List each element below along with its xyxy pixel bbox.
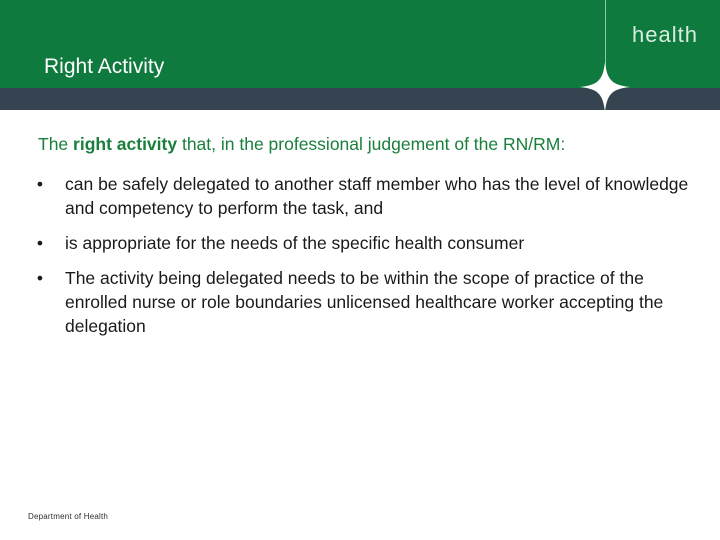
lead-prefix: The bbox=[38, 134, 74, 154]
bullet-text: can be safely delegated to another staff member who has the level of knowledge and competency to perform the task, and bbox=[65, 174, 689, 218]
footer-logo-text: Department of Health bbox=[28, 512, 109, 521]
bullet-marker: • bbox=[36, 174, 44, 194]
brand-logo: health bbox=[632, 22, 698, 47]
list-item bbox=[30, 266, 690, 338]
bullet-list bbox=[30, 172, 690, 349]
lead-bold: right activity bbox=[73, 134, 178, 154]
lead-sentence bbox=[38, 132, 698, 156]
list-item bbox=[30, 231, 690, 255]
bullet-marker: • bbox=[36, 233, 44, 253]
lead-suffix: that, in the professional judgement of the RN/RM: bbox=[177, 134, 566, 154]
list-item bbox=[30, 172, 690, 220]
slide-title: Right Activity bbox=[44, 55, 165, 78]
bullet-text: The activity being delegated needs to be within the scope of practice of the enrolled nurse or role boundaries unlicensed healthcare worker accepting the delegation bbox=[65, 268, 664, 336]
four-point-star-icon bbox=[580, 62, 630, 112]
bullet-text: is appropriate for the needs of the specific health consumer bbox=[65, 233, 525, 253]
bullet-marker: • bbox=[36, 268, 44, 288]
